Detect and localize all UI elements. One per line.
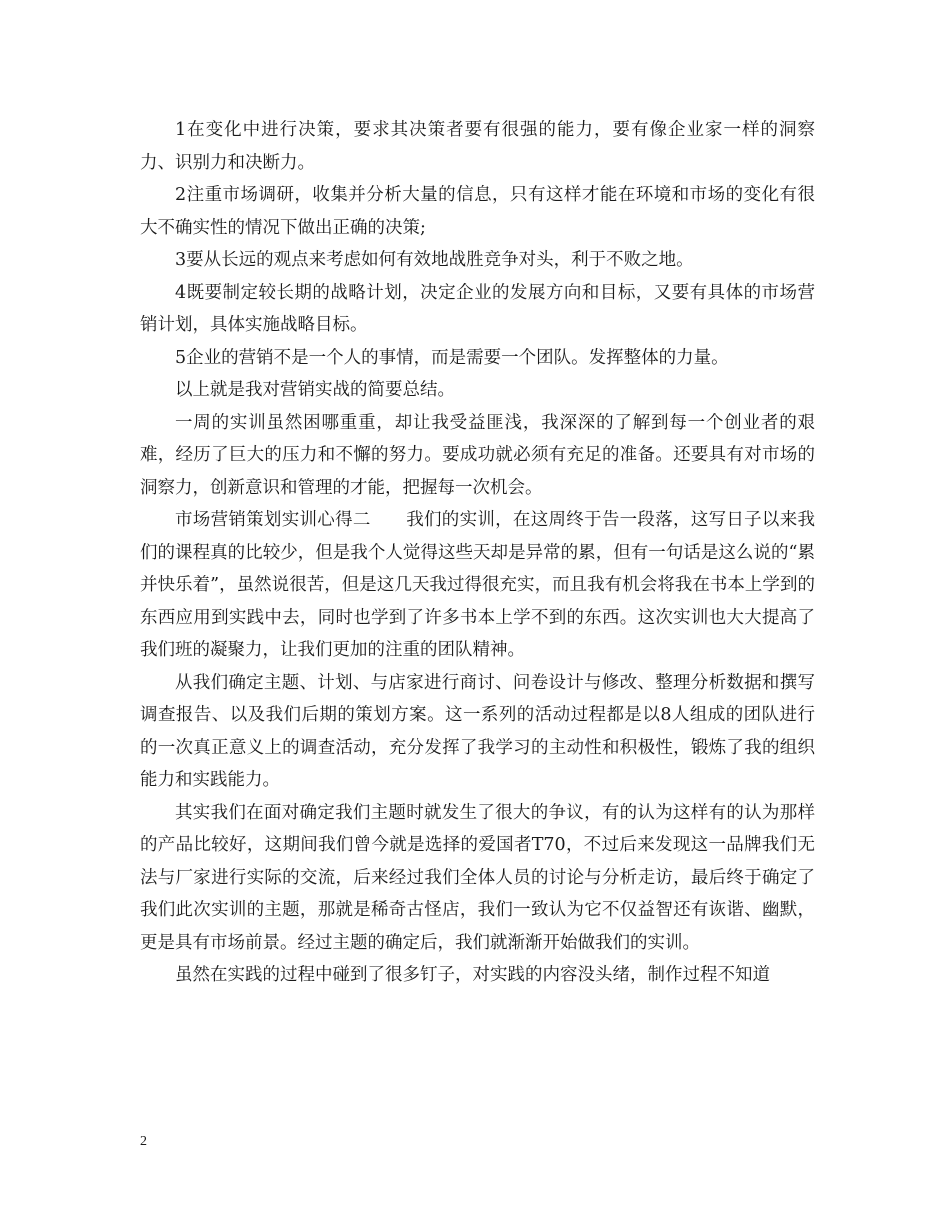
paragraph-5: 5企业的营销不是一个人的事情，而是需要一个团队。发挥整体的力量。: [175, 347, 729, 368]
paragraph-9: 从我们确定主题、计划、与店家进行商讨、问卷设计与修改、整理分析数据和撰写调查报告、以及我们后期的策划方案。这一系列的活动过程都是以8人组成的团队进行的一次真正意义上的调查活动，充分发挥了我学习的主动性和积极性，锻炼了我的组织能力和实践能力。: [140, 672, 815, 790]
paragraph-6: 以上就是我对营销实战的简要总结。: [175, 380, 455, 400]
document-body: [140, 114, 815, 992]
paragraph-3: 3要从长远的观点来考虑如何有效地战胜竞争对头，利于不败之地。: [175, 250, 694, 270]
paragraph-10: 其实我们在面对确定我们主题时就发生了很大的争议，有的认为这样有的认为那样的产品比较好，这期间我们曾今就是选择的爱国者T70，不过后来发现这一品牌我们无法与厂家进行实际的交流，后来经过我们全体人员的讨论与分析走访，最后终于确定了我们此次实训的主题，那就是稀奇古怪店，我们一致认为它不仅益智还有诙谐、幽默，更是具有市场前景。经过主题的确定后，我们就渐渐开始做我们的实训。: [140, 802, 815, 953]
paragraph-4: 4既要制定较长期的战略计划，决定企业的发展方向和目标，又要有具体的市场营销计划，具体实施战略目标。: [140, 282, 815, 335]
paragraph-8: 市场营销策划实训心得二 我们的实训，在这周终于告一段落，这写日子以来我们的课程真的比较少，但是我个人觉得这些天却是异常的累，但有一句话是这么说的“累并快乐着”，虽然说很苦，但是这几天我过得很充实，而且我有机会将我在书本上学到的东西应用到实践中去，同时也学到了许多书本上学不到的东西。这次实训也大大提高了我们班的凝聚力，让我们更加的注重的团队精神。: [140, 510, 815, 660]
paragraph-7: 一周的实训虽然困哪重重，却让我受益匪浅，我深深的了解到每一个创业者的艰难，经历了巨大的压力和不懈的努力。要成功就必须有充足的准备。还要具有对市场的洞察力，创新意识和管理的才能，把握每一次机会。: [140, 412, 815, 498]
paragraph-11: 虽然在实践的过程中碰到了很多钉子，对实践的内容没头绪，制作过程不知道: [175, 965, 770, 985]
paragraph-2: 2注重市场调研，收集并分析大量的信息，只有这样才能在环境和市场的变化有很大不确实性的情况下做出正确的决策;: [140, 185, 815, 238]
page-number: 2: [140, 1134, 147, 1149]
paragraph-1: 1在变化中进行决策，要求其决策者要有很强的能力，要有像企业家一样的洞察力、识别力和决断力。: [140, 120, 815, 173]
